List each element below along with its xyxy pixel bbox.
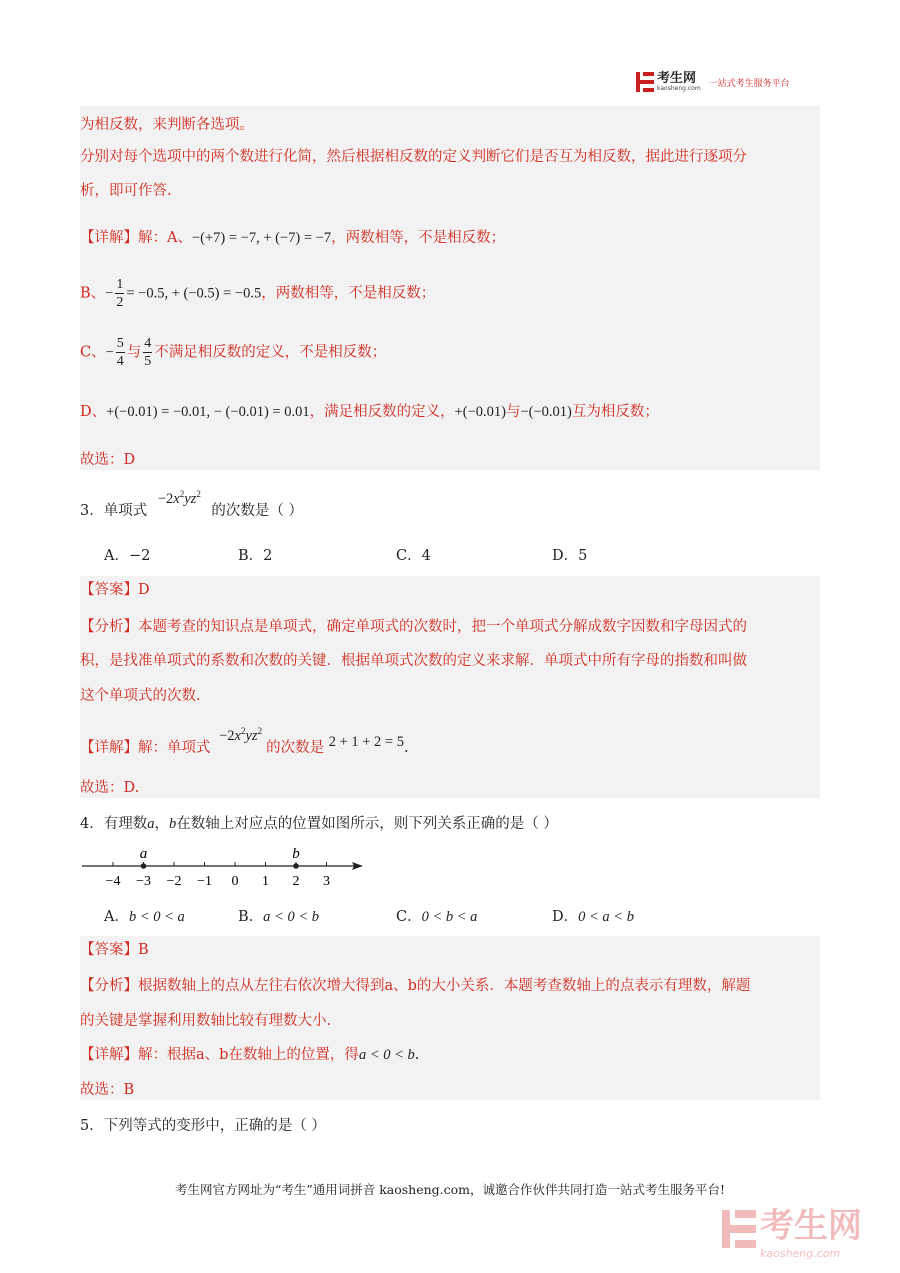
q3-analysis-2: 积，是找准单项式的系数和次数的关键．根据单项式次数的定义来求解．单项式中所有字母的指数和叫做 <box>80 653 747 669</box>
number-line-tick-label: 1 <box>262 874 269 889</box>
fraction-five-fourths: $\frac{5}{4}$ <box>116 336 124 369</box>
option-c-mid: 与 <box>126 344 142 361</box>
q5-stem: 5．下列等式的变形中，正确的是（ ） <box>80 1118 326 1134</box>
q4-analysis-1 <box>80 976 750 996</box>
option-b-text: ，两数相等，不是相反数； <box>261 285 436 302</box>
q4-var-b: b <box>168 816 177 832</box>
option-d-text2: 与 <box>505 404 521 420</box>
q2-detail-b: B、− $\frac{1}{2}$ = −0.5, + (−0.5) = −0.5，两数相等，不是相反数； <box>80 277 436 310</box>
q2-detail-c: C、− $\frac{5}{4}$ 与 $\frac{4}{5}$ 不满足相反数的定义，不是相反数； <box>80 336 387 369</box>
q4-analysis-2: 的关键是掌握利用数轴比较有理数大小. <box>80 1013 332 1029</box>
footer-watermark <box>722 1198 862 1260</box>
detail-prefix: 解：A、 <box>138 230 192 246</box>
option-d-text1: ，满足相反数的定义， <box>309 404 455 420</box>
q3-stem <box>80 489 304 521</box>
q3-detail <box>80 726 409 758</box>
fraction-one-half: $\frac{1}{2}$ <box>116 277 124 310</box>
detail-tag: 【详解】 <box>80 739 138 756</box>
number-line-tick-label: 2 <box>292 874 300 889</box>
detail-math: 2 + 1 + 2 = 5 <box>328 733 404 750</box>
option-d-label: D、 <box>80 404 107 420</box>
logo-icon <box>636 72 654 92</box>
option-b-label: B、 <box>80 285 106 302</box>
q3-monomial: $-2x^2yz^2$ <box>157 489 201 507</box>
q4-stem <box>80 814 558 834</box>
detail-tag: 【详解】 <box>80 1047 138 1063</box>
detail-prefix: 解：单项式 <box>138 739 211 756</box>
number-line-tick-label: −3 <box>136 874 151 889</box>
q2-detail-d <box>80 402 659 422</box>
q4-option-b: B．a < 0 < b <box>238 909 319 925</box>
number-line-tick-label: 0 <box>231 874 239 889</box>
detail-mid: 的次数是 <box>266 739 325 756</box>
detail-math: a < 0 < b <box>358 1047 415 1063</box>
q3-option-d: D．5 <box>552 548 588 564</box>
q3-option-c: C．4 <box>396 548 431 564</box>
q3-answer <box>80 580 150 600</box>
option-c-text: 不满足相反数的定义，不是相反数； <box>154 344 387 361</box>
option-c-label: C、 <box>80 344 106 361</box>
answer-tag: 【答案】 <box>80 942 138 958</box>
q3-option-b: B．2 <box>238 548 273 564</box>
q3-monomial-detail: $-2x^2yz^2$ <box>219 726 263 744</box>
point-b-dot <box>293 863 299 869</box>
answer-value: B <box>138 942 149 958</box>
q3-analysis-3: 这个单项式的次数. <box>80 688 201 704</box>
watermark-name: 考生网 <box>760 1206 862 1246</box>
answer-tag: 【答案】 <box>80 582 138 598</box>
analysis-tag: 【分析】 <box>80 619 138 635</box>
number-line <box>80 840 370 890</box>
header-logo <box>636 72 790 92</box>
detail-end: . <box>414 1047 420 1063</box>
option-d-math: +(−0.01) = −0.01, − (−0.01) = 0.01 <box>106 404 310 420</box>
point-b-label: b <box>292 846 300 862</box>
logo-name: 考生网 <box>657 71 697 86</box>
q3-stem-num: 3．单项式 <box>80 502 148 519</box>
q4-option-d: D．0 < a < b <box>552 909 634 925</box>
q4-stem-tail: 在数轴上对应点的位置如图所示，则下列关系正确的是（ ） <box>176 816 558 832</box>
q3-option-a: A．−2 <box>104 548 151 564</box>
point-a-label: a <box>139 846 148 862</box>
watermark-url: kaosheng.com <box>760 1247 841 1260</box>
q2-line1: 为相反数，来判断各选项。 <box>80 117 254 133</box>
number-line-tick-label: −1 <box>197 874 212 889</box>
q4-var-a: a <box>147 816 155 832</box>
q3-stem-tail: 的次数是（ ） <box>211 502 304 519</box>
q3-final: 故选：D. <box>80 780 140 796</box>
option-b-math: = −0.5, + (−0.5) = −0.5 <box>126 285 262 302</box>
q3-analysis-1 <box>80 617 747 637</box>
number-line-tick-label: −2 <box>166 874 182 889</box>
q2-line2: 分别对每个选项中的两个数进行化简，然后根据相反数的定义判断它们是否互为相反数，据此进行逐项分 <box>80 149 747 165</box>
analysis-text: 根据数轴上的点从左往右依次增大得到a、b的大小关系．本题考查数轴上的点表示有理数，解题 <box>138 978 751 994</box>
number-line-tick-label: −4 <box>105 874 121 889</box>
detail-text: 解：根据a、b在数轴上的位置，得 <box>138 1047 359 1063</box>
q2-answer-line: 故选：D <box>80 452 136 468</box>
header-slogan: 一站式考生服务平台 <box>708 78 790 89</box>
q2-detail-a <box>80 228 505 248</box>
q4-answer <box>80 940 149 960</box>
option-d-math2: +(−0.01) <box>454 404 506 420</box>
q4-option-c: C．0 < b < a <box>396 909 478 925</box>
analysis-tag: 【分析】 <box>80 978 138 994</box>
q2-line3: 析，即可作答. <box>80 183 172 199</box>
option-d-math3: −(−0.01) <box>520 404 572 420</box>
q4-final: 故选：B <box>80 1082 135 1098</box>
logo-url: kaosheng.com <box>657 85 701 92</box>
detail-tag: 【详解】 <box>80 230 138 246</box>
fraction-four-fifths: $\frac{4}{5}$ <box>144 336 152 369</box>
option-a-text: ，两数相等，不是相反数； <box>331 230 506 246</box>
footer-text: 考生网官方网址为“考生”通用词拼音 kaosheng.com，诚邀合作伙伴共同打造一站式考生服务平台! <box>174 1182 726 1197</box>
detail-end: . <box>403 739 409 756</box>
answer-value: D <box>138 582 150 598</box>
analysis-text: 本题考查的知识点是单项式，确定单项式的次数时，把一个单项式分解成数字因数和字母因式的 <box>138 619 747 635</box>
option-a-math: −(+7) = −7, + (−7) = −7 <box>191 230 332 246</box>
q4-option-a: A．b < 0 < a <box>104 909 185 925</box>
number-line-tick-label: 3 <box>323 874 330 889</box>
watermark-logo-icon <box>722 1210 756 1248</box>
option-d-text3: 互为相反数； <box>571 404 659 420</box>
point-a-dot <box>141 863 147 869</box>
q4-stem-sep: ， <box>154 816 169 832</box>
q4-stem-num: 4．有理数 <box>80 816 148 832</box>
q4-detail <box>80 1045 419 1065</box>
